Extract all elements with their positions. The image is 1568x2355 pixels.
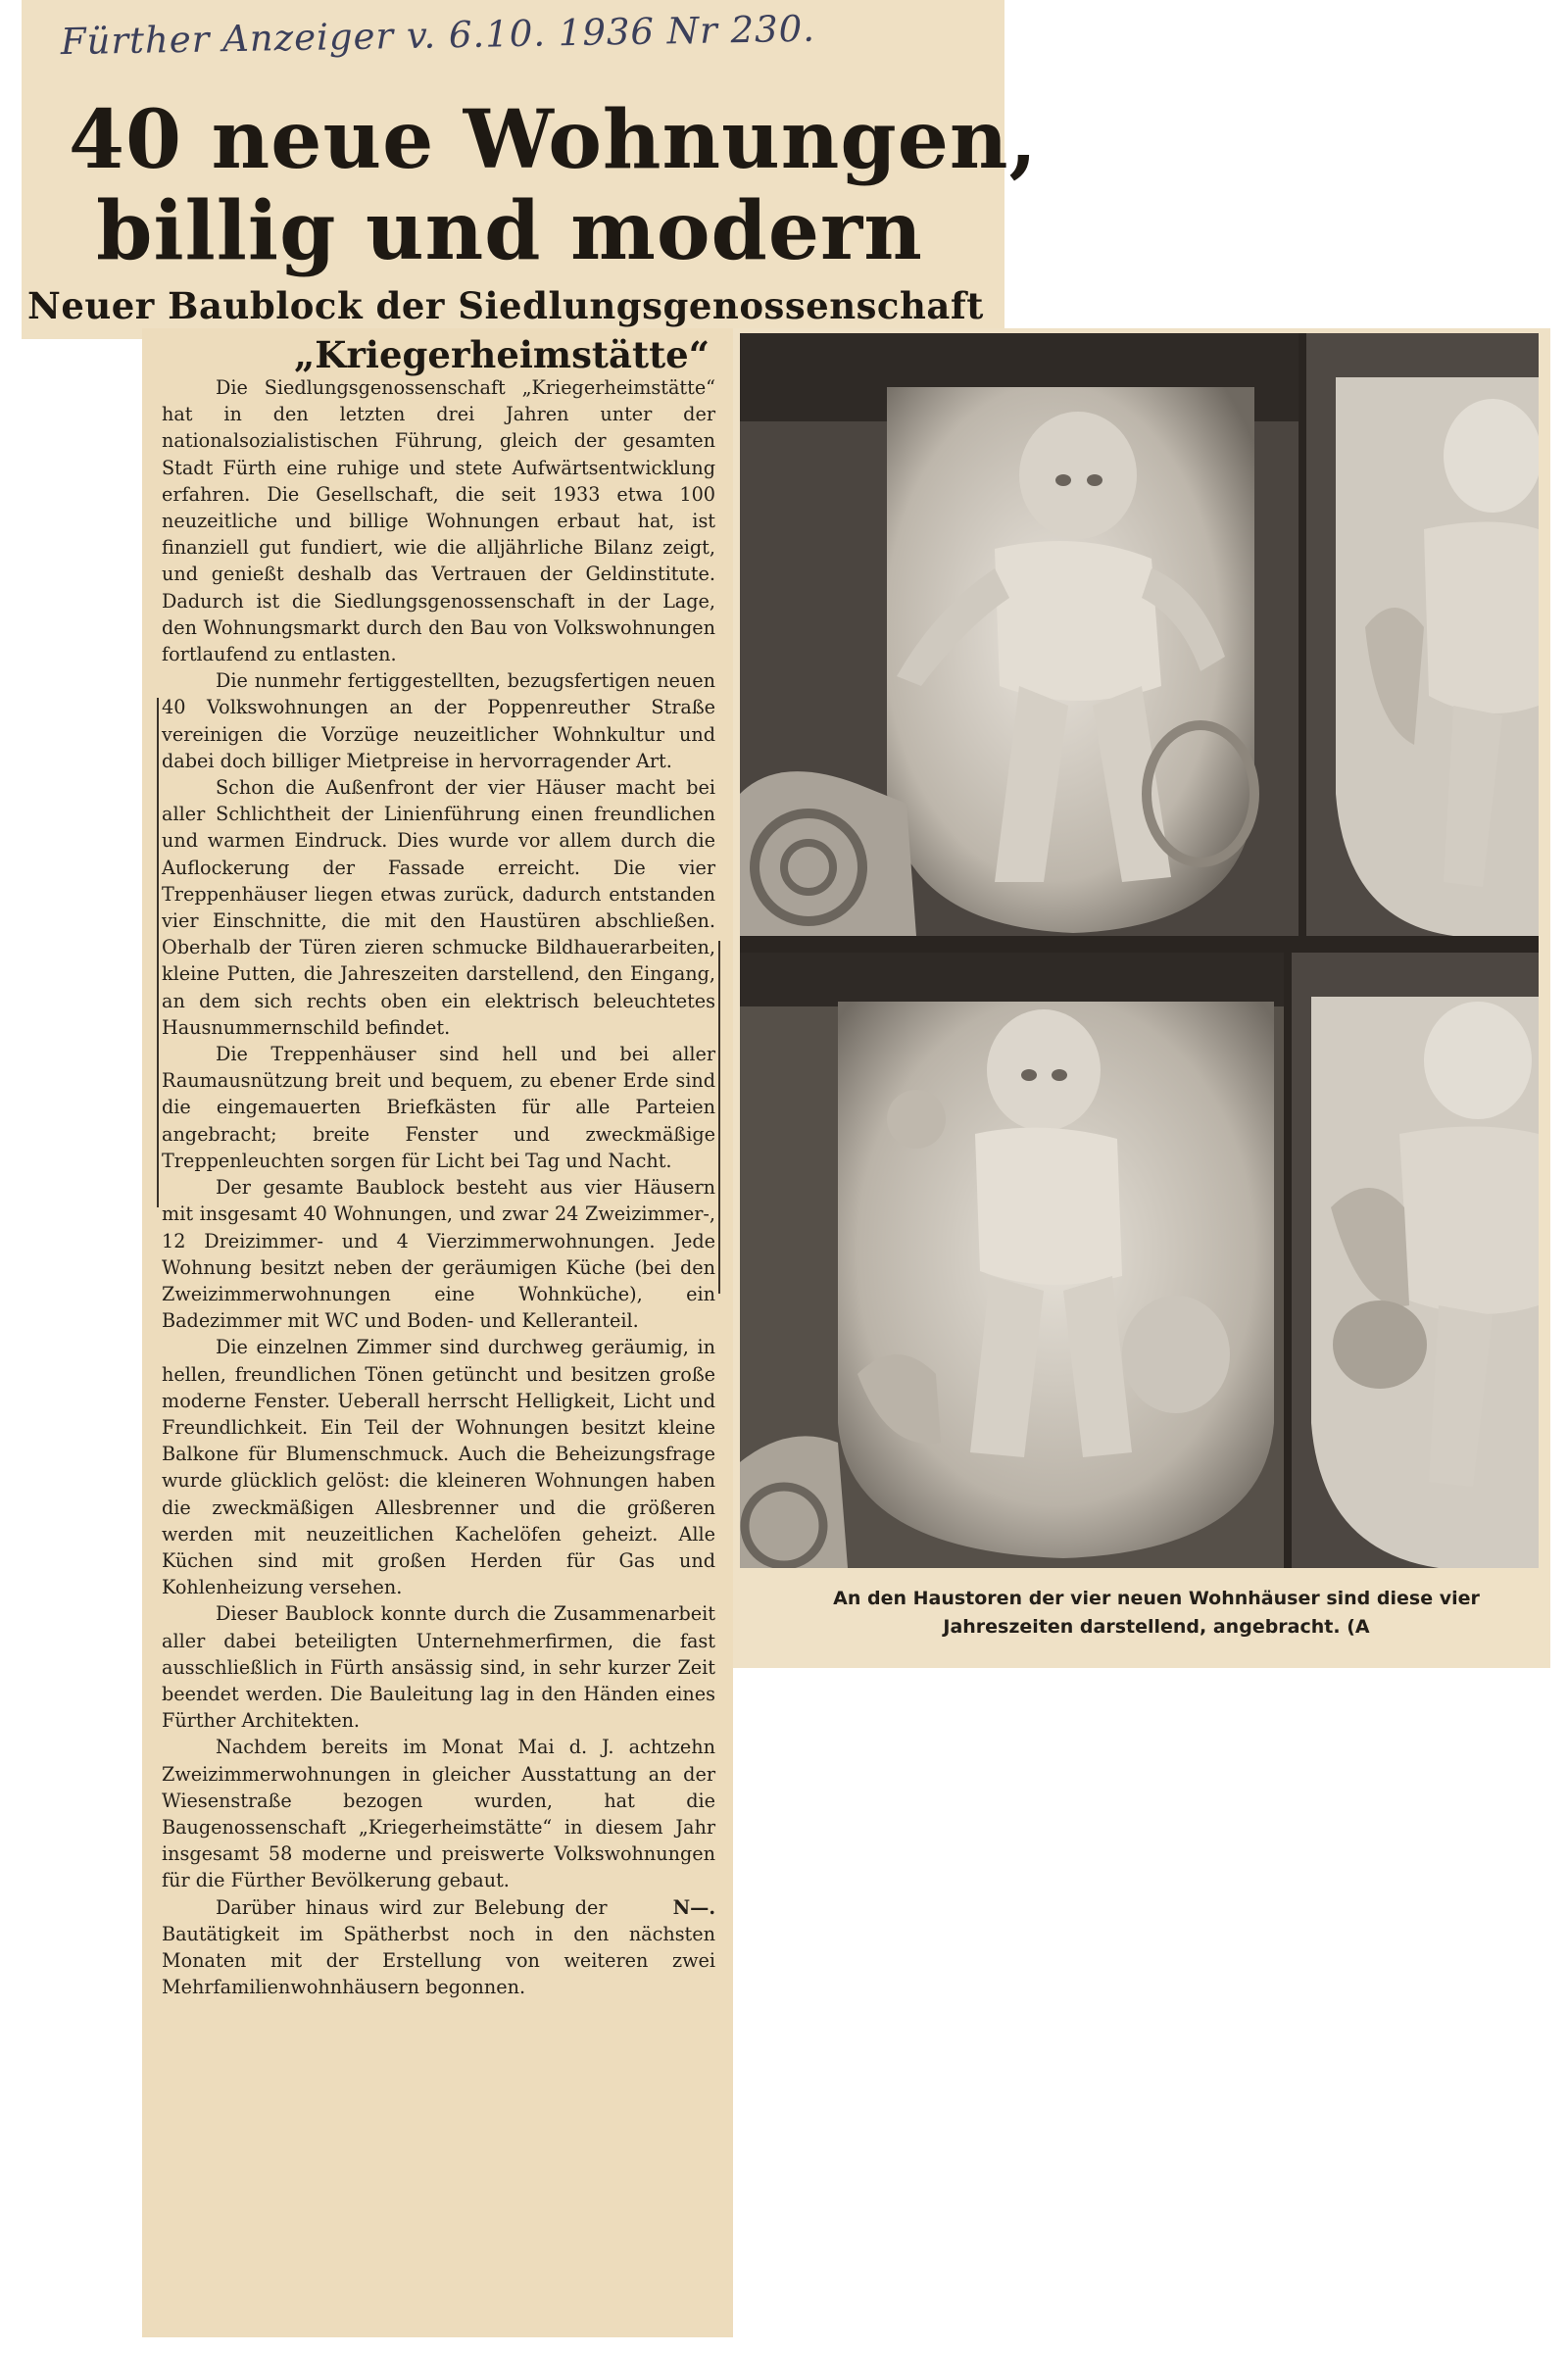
photo-putto-bottom-right: [1292, 953, 1539, 1568]
photo-collage: [740, 333, 1539, 1568]
article-paragraph: Schon die Außenfront der vier Häuser macht bei aller Schlichtheit der Linienführung einen freundlichen und warmen Eindruck. Dies wurde vor allem durch die Auflockerung der Fassade erreicht. Die vier Treppenhäuser liegen etwas zurück, dadurch entstanden vier Einschnitte, die mit den Haustüren abschließen. Oberhalb der Türen zieren schmucke Bildhauerarbeiten, kleine Putten, die Jahreszeiten darstellend, den Eingang, an dem sich rechts oben ein elektrisch beleuchtetes Hausnummernschild befindet.: [162, 776, 715, 1039]
photo-caption: [774, 1585, 1539, 1642]
photo-putto-top-left: [740, 333, 1298, 936]
article-paragraph-text: Darüber hinaus wird zur Belebung der Bautätigkeit im Spätherbst noch in den nächsten Monaten mit der Erstellung von weiteren zwei Mehrfamilienwohnhäusern begonnen.: [162, 1895, 715, 1999]
article-paragraph: Die Siedlungsgenossenschaft „Kriegerheimstätte“ hat in den letzten drei Jahren unter der nationalsozialistischen Führung, gleich der gesamten Stadt Fürth eine ruhige und stete Aufwärtsentwicklung erfahren. Die Gesellschaft, die seit 1933 etwa 100 neuzeitliche und billige Wohnungen erbaut hat, ist finanziell gut fundiert, wie die alljährliche Bilanz zeigt, und genießt deshalb das Vertrauen der Geldinstitute. Dadurch ist die Siedlungsgenossenschaft in der Lage, den Wohnungsmarkt durch den Bau von Volkswohnungen fortlaufend zu entlasten.: [162, 376, 715, 666]
article-paragraph: Der gesamte Baublock besteht aus vier Häusern mit insgesamt 40 Wohnungen, und zwar 24 Zweizimmer-, 12 Dreizimmer- und 4 Vierzimmerwohnungen. Jede Wohnung besitzt neben der geräumigen Küche (bei den Zweizimmerwohnungen eine Wohnküche), ein Badezimmer mit WC und Boden- und Kelleranteil.: [162, 1176, 715, 1333]
article-body: [162, 374, 715, 2000]
article-paragraph: Die nunmehr fertiggestellten, bezugsfertigen neuen 40 Volkswohnungen an der Poppenreuther Straße vereinigen die Vorzüge neuzeitlicher Wohnkultur und dabei doch billiger Mietpreise in hervorragender Art.: [162, 669, 715, 772]
photo-putto-bottom-left: [740, 953, 1284, 1568]
article-signature: N—.: [672, 1895, 715, 1919]
article-paragraph: Dieser Baublock konnte durch die Zusammenarbeit aller dabei beteiligten Unternehmerfirmen, die fast ausschließlich in Fürth ansässig sind, in sehr kurzer Zeit beendet werden. Die Bauleitung lag in den Händen eines Fürther Architekten.: [162, 1602, 715, 1733]
caption-cut-mark: (A: [1347, 1616, 1370, 1638]
handwritten-source-note: Fürther Anzeiger v. 6.10. 1936 Nr 230.: [60, 7, 816, 64]
photo-putto-top-right: [1306, 333, 1539, 936]
subheadline: Neuer Baublock der Siedlungsgenossenschaft: [27, 284, 984, 327]
headline-line-1: 40 neue Wohnungen,: [69, 93, 1039, 187]
caption-line-2-text: Jahreszeiten darstellend, angebracht.: [943, 1616, 1341, 1638]
column-rule-right: [718, 941, 720, 1294]
caption-line-2: [774, 1613, 1539, 1642]
column-rule-left: [157, 698, 159, 1207]
subheadline-cooperative-name: „Kriegerheimstätte“: [294, 333, 710, 376]
article-paragraph: Die einzelnen Zimmer sind durchweg geräumig, in hellen, freundlichen Tönen getüncht und besitzen große moderne Fenster. Ueberall herrscht Helligkeit, Licht und Freundlichkeit. Ein Teil der Wohnungen besitzt kleine Balkone für Blumenschmuck. Auch die Beheizungsfrage wurde glücklich gelöst: die kleineren Wohnungen haben die zweckmäßigen Allesbrenner und die größeren werden mit neuzeitlichen Kachelöfen geheizt. Alle Küchen sind mit großen Herden für Gas und Kohlenheizung versehen.: [162, 1336, 715, 1599]
article-paragraph: Die Treppenhäuser sind hell und bei aller Raumausnützung breit und bequem, zu ebener Erde sind die eingemauerten Briefkästen für alle Parteien angebracht; breite Fenster und zweckmäßige Treppenleuchten sorgen für Licht bei Tag und Nacht.: [162, 1043, 715, 1172]
article-paragraph: Nachdem bereits im Monat Mai d. J. achtzehn Zweizimmerwohnungen in gleicher Ausstattung an der Wiesenstraße bezogen wurden, hat die Baugenossenschaft „Kriegerheimstätte“ in diesem Jahr insgesamt 58 moderne und preiswerte Volkswohnungen für die Fürther Bevölkerung gebaut.: [162, 1736, 715, 1892]
article-paragraph-last: [162, 1894, 715, 2001]
caption-line-1: An den Haustoren der vier neuen Wohnhäuser sind diese vier: [833, 1588, 1480, 1609]
headline-line-2: billig und modern: [96, 184, 923, 278]
